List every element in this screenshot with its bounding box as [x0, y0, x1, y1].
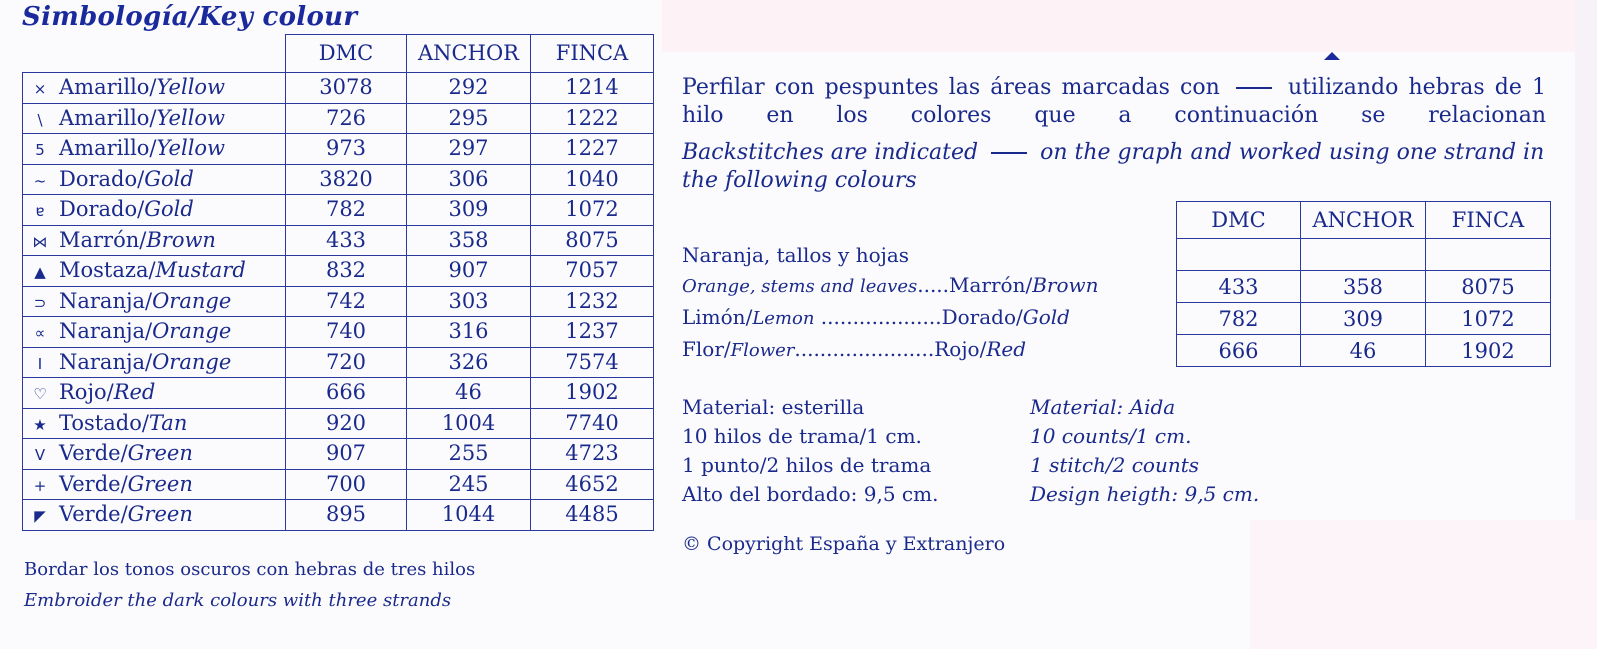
- corner-triangle-icon: ◤: [34, 507, 46, 526]
- backstitch-item-2: Flor/Flower......................Rojo/Red: [682, 337, 1027, 361]
- star-icon: ★: [33, 415, 47, 434]
- bar-icon: I: [37, 354, 43, 373]
- superset-icon: ⊃: [33, 293, 47, 312]
- table-row: V Verde/Green 907 255 4723: [23, 439, 654, 470]
- table-row: 666 46 1902: [1177, 335, 1551, 367]
- table-row: ⊃ Naranja/Orange 742 303 1232: [23, 286, 654, 317]
- table-row: ⋈ Marrón/Brown 433 358 8075: [23, 225, 654, 256]
- table-row: ◤ Verde/Green 895 1044 4485: [23, 500, 654, 531]
- table-row: ~ Dorado/Gold 3820 306 1040: [23, 164, 654, 195]
- note-spanish: Bordar los tonos oscuros con hebras de tres hilos: [24, 559, 476, 580]
- header-anchor: ANCHOR: [407, 35, 531, 73]
- table-header-row: DMC ANCHOR FINCA: [1177, 202, 1551, 239]
- header-dmc: DMC: [286, 35, 407, 73]
- material-spanish: Material: esterilla 10 hilos de trama/1 cm. 1 punto/2 hilos de trama Alto del bordado: 9,5 cm.: [682, 395, 939, 506]
- material-english: Material: Aida 10 counts/1 cm. 1 stitch/2 counts Design heigth: 9,5 cm.: [1030, 395, 1260, 506]
- table-row: + Verde/Green 700 245 4652: [23, 469, 654, 500]
- backstitch-instructions-en: Backstitches are indicated on the graph and worked using one strand in the following colours: [682, 140, 1545, 193]
- v-icon: V: [34, 446, 46, 465]
- page-title: Simbología/Key colour: [22, 2, 358, 32]
- copyright: © Copyright España y Extranjero: [682, 533, 1006, 555]
- table-row: 5 Amarillo/Yellow 973 297 1227: [23, 134, 654, 165]
- backstitch-item-0: Orange, stems and leaves.....Marrón/Brown: [682, 273, 1099, 297]
- backstitch-line-icon: [991, 152, 1027, 154]
- backstitch-table: [1176, 201, 1551, 367]
- tilde-icon: ~: [33, 171, 47, 190]
- backstitch-instructions-es: Perfilar con pespuntes las áreas marcadas con utilizando hebras de 1 hilo en los colores que a continuación se relacionan: [682, 75, 1546, 128]
- table-row: \ Amarillo/Yellow 726 295 1222: [23, 103, 654, 134]
- table-row: ★ Tostado/Tan 920 1004 7740: [23, 408, 654, 439]
- backstitch-line-icon: [1236, 87, 1272, 89]
- note-english: Embroider the dark colours with three strands: [24, 590, 452, 611]
- table-row: 433 358 8075: [1177, 271, 1551, 303]
- background-band: [662, 0, 1597, 52]
- backslash-icon: \: [37, 110, 43, 129]
- table-header-row: [23, 35, 654, 73]
- table-row-empty: [1177, 239, 1551, 271]
- bowtie-icon: ⋈: [32, 232, 48, 251]
- background-corner: [1250, 520, 1597, 649]
- header-finca: FINCA: [531, 35, 654, 73]
- table-row: I Naranja/Orange 720 326 7574: [23, 347, 654, 378]
- backstitch-label-0-es: Naranja, tallos y hojas: [682, 243, 910, 267]
- table-row: ∝ Naranja/Orange 740 316 1237: [23, 317, 654, 348]
- triangle-icon: ▲: [34, 263, 46, 282]
- backstitch-item-1: Limón/Lemon ...................Dorado/Gold: [682, 305, 1070, 329]
- table-row: 782 309 1072: [1177, 303, 1551, 335]
- proportional-icon: ∝: [34, 324, 46, 343]
- key-colour-table: [22, 34, 654, 531]
- table-row: ♡ Rojo/Red 666 46 1902: [23, 378, 654, 409]
- triangle-mark-icon: [1324, 52, 1340, 60]
- table-row: ▲ Mostaza/Mustard 832 907 7057: [23, 256, 654, 287]
- plus-icon: +: [33, 476, 47, 495]
- curl-e-icon: ɐ: [35, 202, 45, 221]
- table-row: × Amarillo/Yellow 3078 292 1214: [23, 73, 654, 104]
- five-icon: 5: [35, 141, 45, 160]
- table-row: ɐ Dorado/Gold 782 309 1072: [23, 195, 654, 226]
- cross-icon: ×: [33, 80, 47, 99]
- heart-icon: ♡: [33, 385, 47, 404]
